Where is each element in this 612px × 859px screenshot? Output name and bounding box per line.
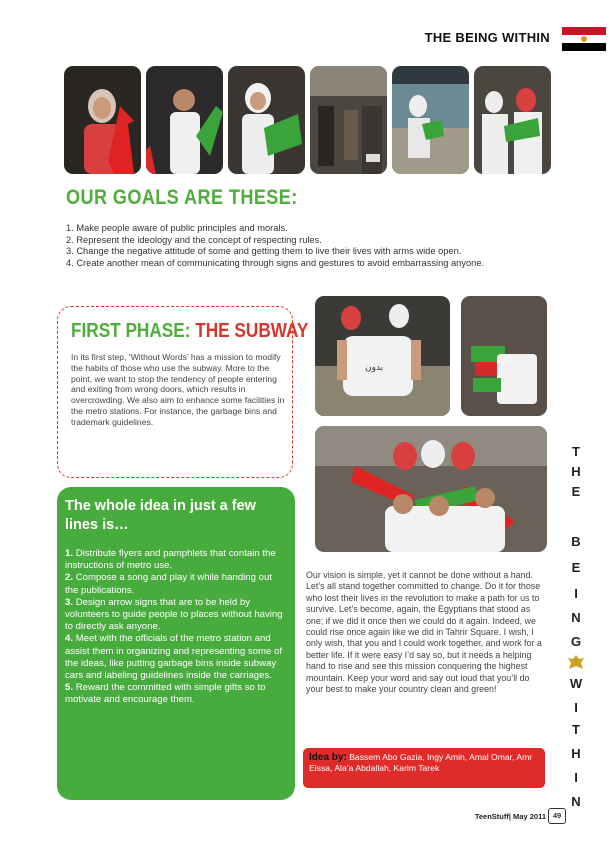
goals-list	[66, 223, 566, 269]
list-item: 3. Design arrow signs that are to be held by volunteers to guide people to places without having to directly ask anyone.	[65, 596, 283, 633]
credits-names: Bassem Abo Gazia, Ingy Amin, Amal Omar, Amr Eissa, Ala’a Abdallah, Karim Tarek	[309, 752, 533, 773]
list-item: 1. Distribute flyers and pamphlets that contain the instructions of metro use.	[65, 548, 276, 572]
vertical-title: T H E B E I N G W I T H I N	[556, 444, 596, 812]
photo-volunteer-3	[228, 66, 305, 174]
list-item: 4. Meet with the officials of the metro station and assist them in organizing and representing some of the ideas, like putting garbage bins inside subway cars and labeling guidelines inside the carriages.	[65, 633, 283, 682]
photo-metro-station	[310, 66, 387, 174]
goal-item: 2. Represent the ideology and the concept of respecting rules.	[66, 234, 322, 245]
vision-text: Our vision is simple, yet it cannot be done without a hand. Let’s all stand together committed to change. Do it for those who lost their lives in the revolution to make a path for us to survive. Let’s become, again, the Egyptians that stood as one; if we did it once then we could do it again. Indeed, we could rise once again like we did in Tahrir Square. I wish, I only wish, that you and I could work together, and work for a better life. If it were easy I’d say so, but it needs a helping hand to rise and see this mission conquering the highest mountain. Keep your word and say out loud that you’ll do your best to make your country clean and green!	[306, 570, 542, 695]
photo-arrow-signs	[461, 296, 547, 416]
list-item: 5. Reward the committed with simple gifts so to motivate and encourage them.	[65, 682, 266, 706]
goal-item: 1. Make people aware of public principles and morals.	[66, 223, 288, 233]
goal-item: 4. Create another mean of communicating through signs and gestures to avoid embarrassing anyone.	[66, 257, 485, 268]
photo-volunteer-2	[146, 66, 223, 174]
section-title: THE BEING WITHIN	[424, 30, 550, 45]
photo-volunteer-1	[64, 66, 141, 174]
phase-text: In its first step, ‘Without Words’ has a mission to modify the habits of those who use the subway. More to the point, we want to stop the tendency of people entering and exiting from wrong doors, which results in overcrowding. We also aim to enhance some facilities in the metro stations. For instance, the garbage bins and trademark guidelines.	[71, 352, 285, 427]
photo-volunteers-group	[474, 66, 551, 174]
footer-text: TeenStuff| May 2011	[474, 812, 546, 821]
list-item: 2. Compose a song and play it while handing out the publications.	[65, 572, 272, 596]
phase-title	[71, 320, 308, 343]
photo-volunteers-arrows	[315, 426, 547, 552]
goal-item: 3. Change the negative attitude of some and getting them to live their lives with arms wide open.	[66, 246, 462, 257]
eagle-emblem-icon	[567, 654, 585, 670]
credits-text	[309, 752, 543, 774]
credits-label: Idea by:	[309, 752, 347, 763]
idea-list	[65, 548, 287, 707]
goals-title: OUR GOALS ARE THESE:	[66, 186, 298, 209]
idea-box-title: The whole idea in just a few lines is…	[65, 498, 256, 533]
photo-back-shirts	[315, 296, 450, 416]
phase-title-part1: FIRST PHASE:	[71, 320, 191, 342]
egypt-flag-icon	[562, 27, 606, 51]
phase-title-part2: THE SUBWAY	[195, 320, 309, 342]
page-number: 49	[548, 808, 566, 824]
photo-metro-train	[392, 66, 469, 174]
svg-text:بدون: بدون	[365, 363, 384, 373]
